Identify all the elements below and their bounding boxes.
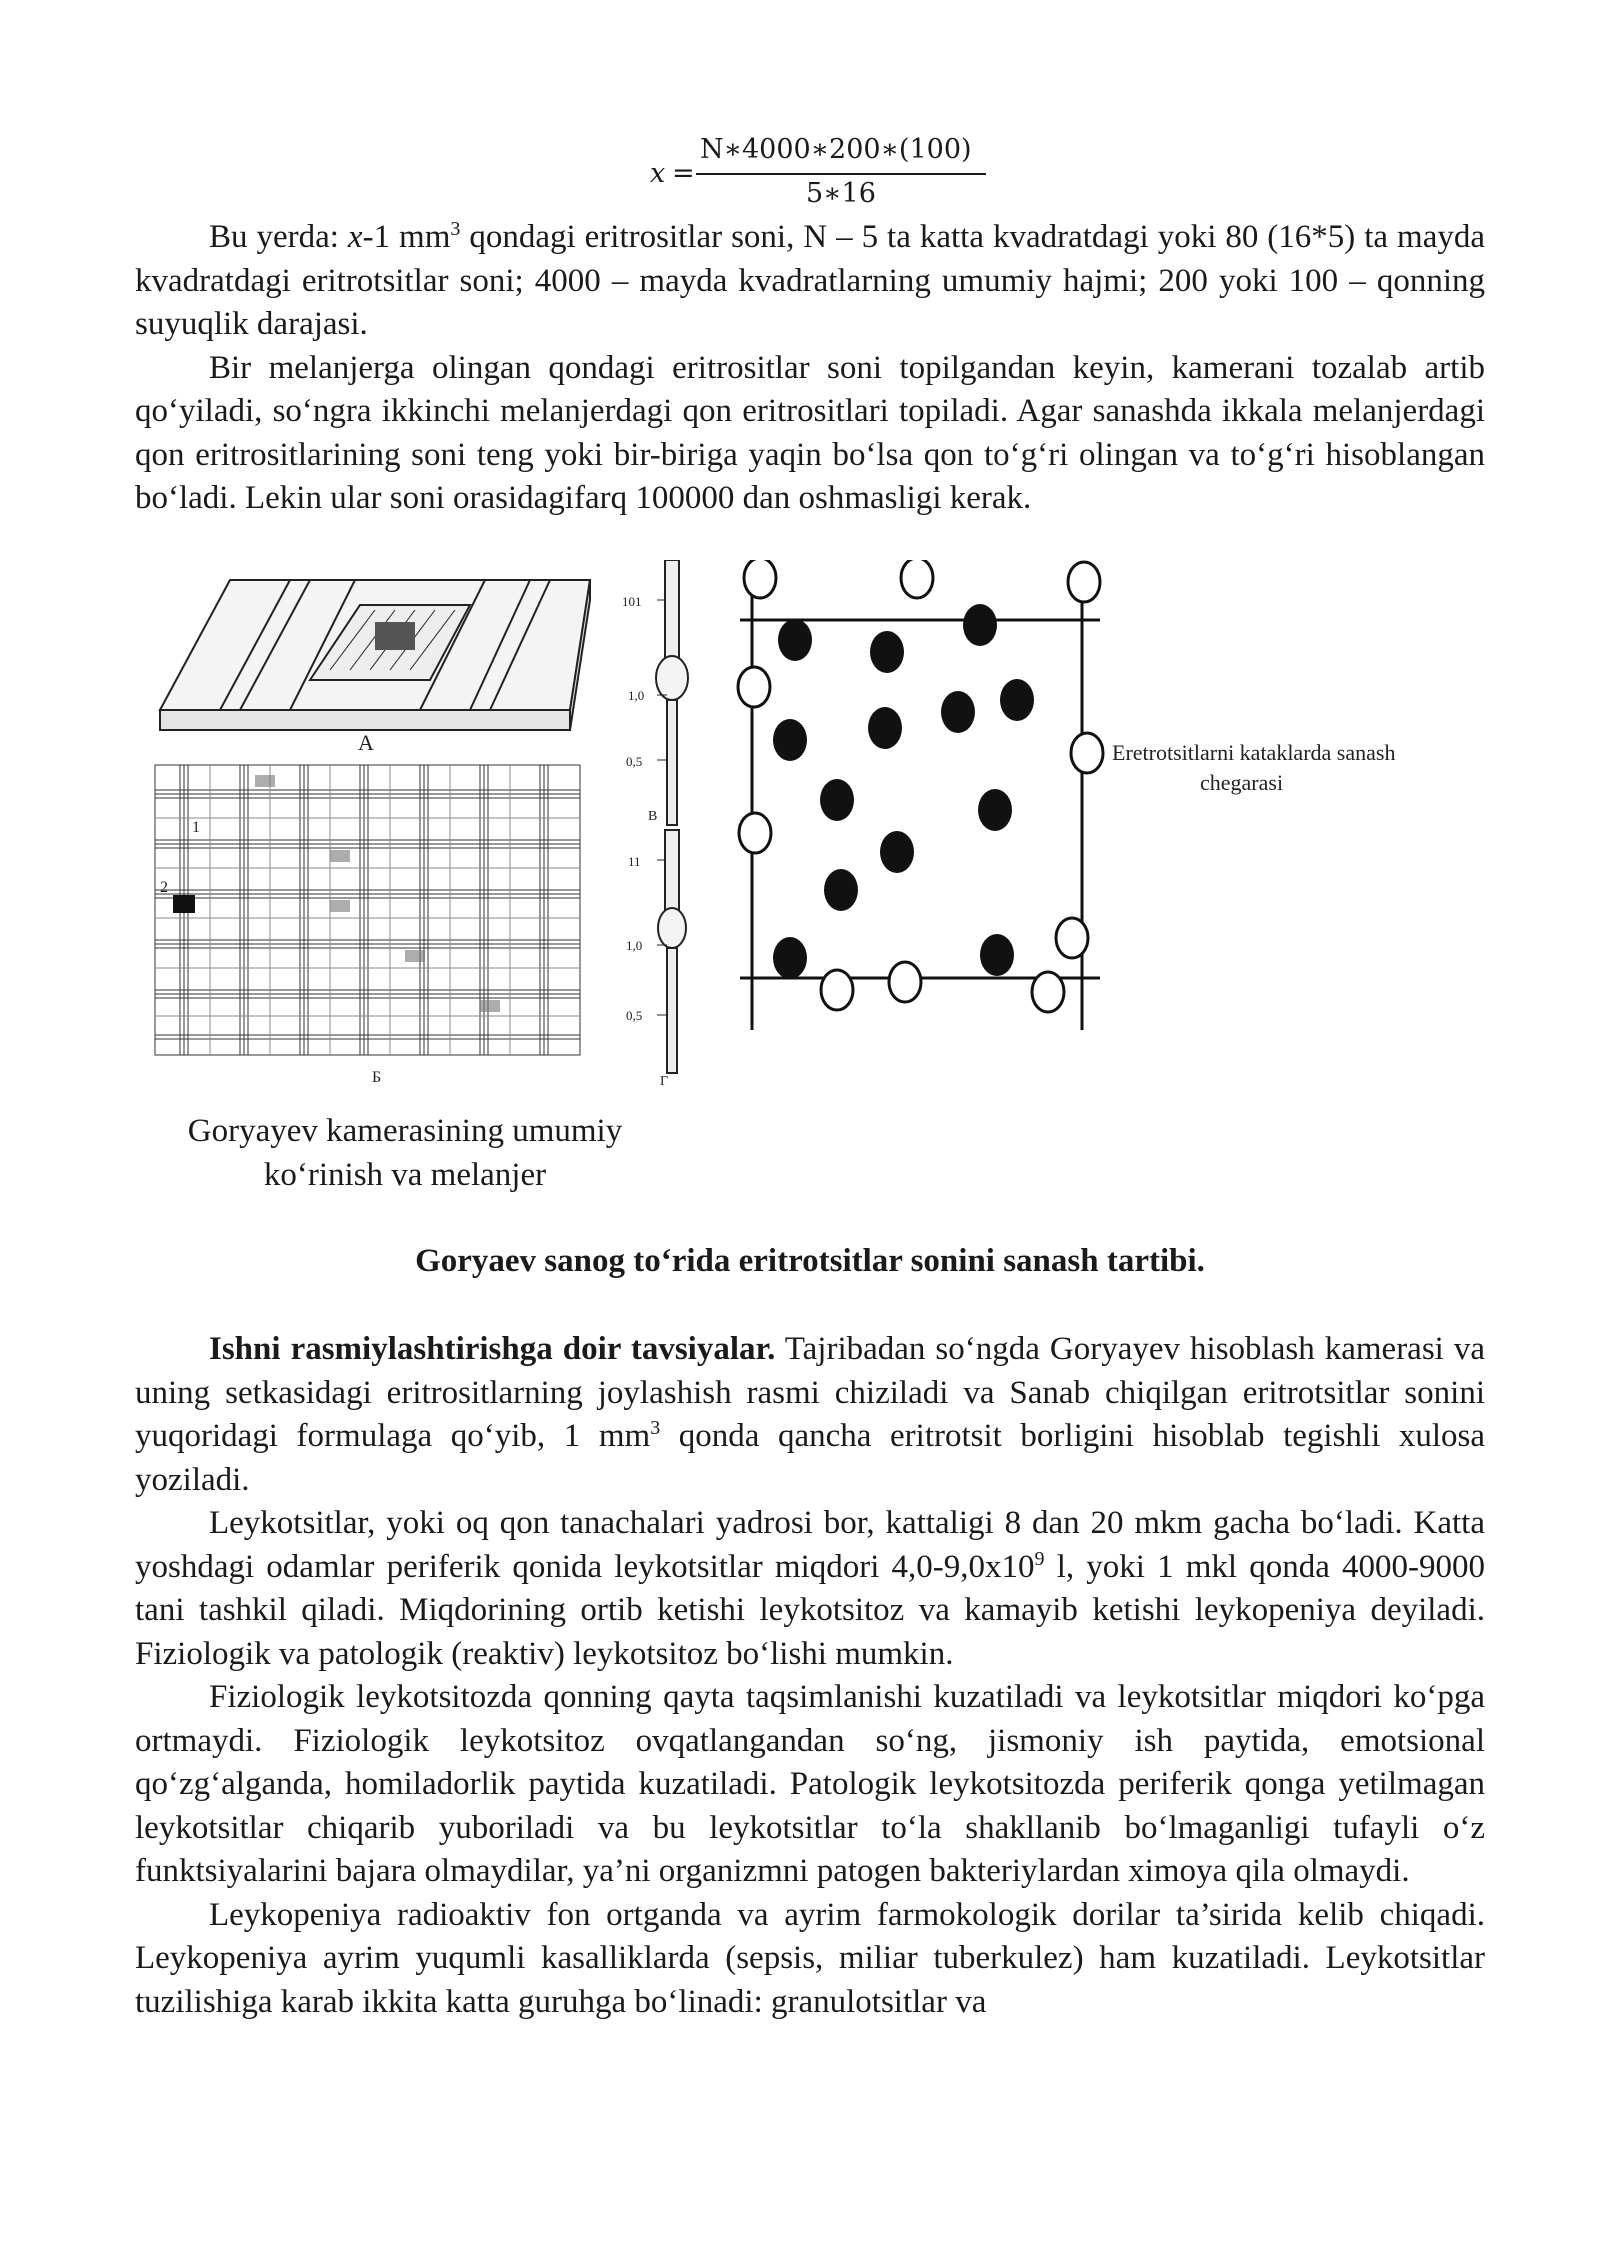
text-block-bottom bbox=[135, 1328, 1485, 2024]
scale-11: 11 bbox=[628, 854, 641, 869]
scale-1-0-top: 1,0 bbox=[628, 688, 645, 703]
paragraph-formula-explanation: Bu yerda: x-1 $mm^3$ qondagi eritrositlar soni, N – 5 ta katta kvadratdagi yoki 80 (16*5) ta mayda kvadratdagi eritrotsitlar soni; 4000 – mayda kvadratlarning umumiy hajmi; 200 yoki 100 – qonning suyuqlik darajasi. bbox=[135, 218, 1486, 342]
label-g: Г bbox=[660, 1074, 669, 1089]
figure-caption bbox=[140, 1110, 670, 1197]
boundary-label-line2: chegarasi bbox=[1200, 770, 1284, 795]
erythrocytes-counted bbox=[773, 604, 1034, 979]
formula-lhs: x bbox=[650, 158, 666, 189]
paragraph-physiological-leukocytosis: Fiziologik leykotsitozda qonning qayta taqsimlanishi kuzatiladi va leykotsitlar miqdori ko‘pga ortmaydi. Fiziologik leykotsitoz ovqatlangandan so‘ng, jismoniy ish paytida, emotsional qo‘zg‘alganda, homiladorlik paytida kuzatiladi. Patologik leykotsitozda periferik qonga yetilmagan leykotsitlar chiqarib yuboriladi va bu leykotsitlar to‘la shakllanib bo‘lmaganligi tufayli o‘z funktsiyalarini bajara olmaydilar, ya’ni organizmni patogen bakteriylardan ximoya qila olmaydi. bbox=[135, 1679, 1485, 1889]
counting-grid bbox=[155, 765, 580, 1055]
chamber-3d-drawing bbox=[160, 580, 590, 730]
text-block-top bbox=[135, 216, 1485, 521]
label-b: Б bbox=[372, 1069, 382, 1086]
paragraph-recommendations: Ishni rasmiylashtirishga doir tavsiyalar. Tajribadan so‘ngda Goryayev hisoblash kamerasi va uning setkasidagi eritrositlarning joylashish rasmi chiziladi va Sanab chiqilgan eritrotsitlar sonini yuqoridagi formulaga qo‘yib, 1 $mm^3$ qonda qancha eritrotsit borligini hisoblab tegishli xulosa yoziladi. bbox=[135, 1331, 1486, 1498]
formula-fraction-bar bbox=[696, 173, 986, 175]
formula-equals: = bbox=[672, 158, 695, 189]
scale-0-5-top: 0,5 bbox=[626, 754, 643, 769]
formula-denominator: 5∗16 bbox=[806, 178, 876, 209]
melanjer-pipettes bbox=[656, 560, 688, 1073]
scale-101: 101 bbox=[622, 594, 642, 609]
caption-line-1: Goryayev kamerasining umumiy bbox=[187, 1113, 623, 1149]
formula-numerator: N∗4000∗200∗(100) bbox=[700, 134, 972, 165]
grid-mark-1: 1 bbox=[192, 819, 200, 836]
label-v: В bbox=[648, 809, 658, 824]
label-a: A bbox=[358, 730, 374, 755]
caption-line-2: ko‘rinish va melanjer bbox=[263, 1156, 547, 1193]
paragraph-leukocytes: Leykotsitlar, yoki oq qon tanachalari yadrosi bor, kattaligi 8 dan 20 mkm gacha bo‘ladi. Katta yoshdagi odamlar periferik qonida leykotsitlar miqdori $4,0-9,0x10^9$ l, yoki 1 mkl qonda 4000-9000 tani tashkil qiladi. Miqdorining ortib ketishi leykotsitoz va kamayib ketishi leykopeniya deyiladi. Fiziologik va patologik (reaktiv) leykotsitoz bo‘lishi mumkin. bbox=[135, 1505, 1485, 1672]
goryaev-chamber-figure bbox=[140, 560, 1430, 1100]
paragraph-leukopenia: Leykopeniya radioaktiv fon ortganda va ayrim farmokologik dorilar ta’sirida kelib chiqadi. Leykopeniya ayrim yuqumli kasalliklarda (sepsis, miliar tuberkulez) ham kuzatiladi. Leykotsitlar tuzilishiga karab ikkita katta guruhga bo‘linadi: granulotsitlar va bbox=[135, 1896, 1485, 2020]
grid-marker-black bbox=[173, 895, 195, 913]
paragraph-melanjer-procedure: Bir melanjerga olingan qondagi eritrositlar soni topilgandan keyin, kamerani tozalab artib qo‘yiladi, so‘ngra ikkinchi melanjerdagi qon eritrositlari topiladi. Agar sanashda ikkala melanjerdagi qon eritrositlarining soni teng yoki bir-biriga yaqin bo‘lsa qon to‘g‘ri olingan va to‘g‘ri hisoblangan bo‘ladi. Lekin ular soni orasidagifarq 100000 dan oshmasligi kerak. bbox=[135, 349, 1485, 516]
scale-0-5-bottom: 0,5 bbox=[626, 1008, 643, 1023]
erythrocyte-formula bbox=[0, 128, 1600, 214]
grid-mark-2: 2 bbox=[160, 879, 168, 896]
boundary-label-line1: Eretrotsitlarni kataklarda sanash bbox=[1112, 740, 1396, 765]
section-heading: Goryaev sanog to‘rida eritrotsitlar sonini sanash tartibi. bbox=[415, 1243, 1205, 1279]
scale-1-0-bottom: 1,0 bbox=[626, 938, 643, 953]
